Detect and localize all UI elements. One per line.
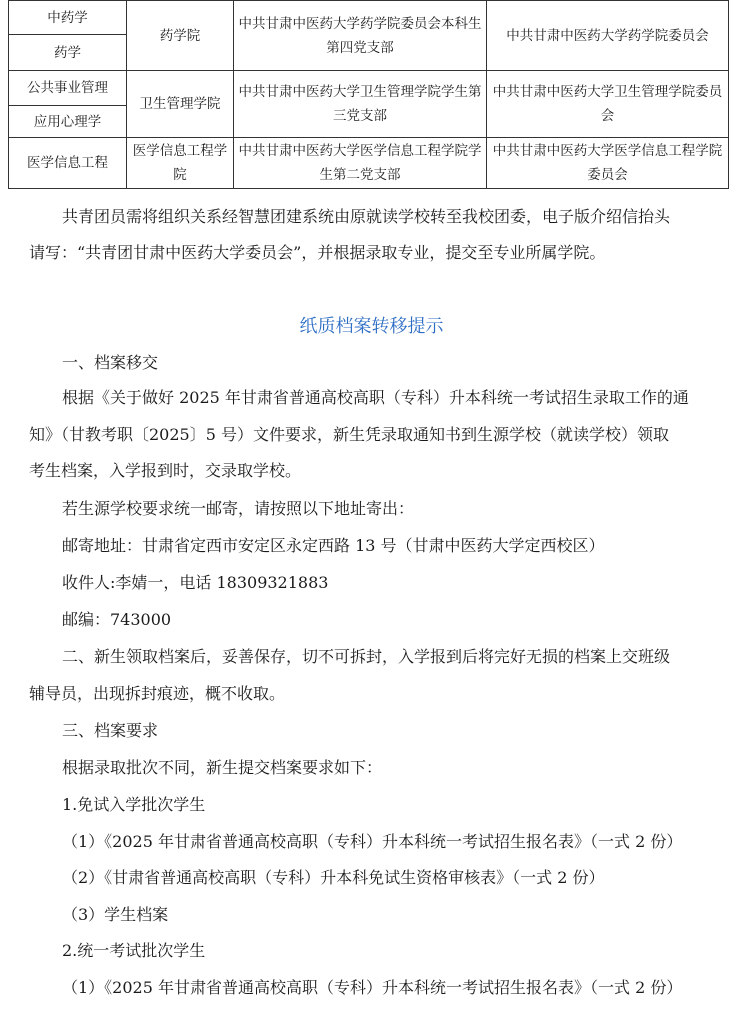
major-cell: 医学信息工程 [9, 138, 127, 189]
paragraph-line: 辅导员，出现拆封痕迹，概不收取。 [29, 684, 286, 703]
heading-archive-transfer: 一、档案移交 [62, 353, 159, 372]
postcode-line: 邮编：743000 [62, 610, 172, 629]
committee-cell: 中共甘肃中医药大学医学信息工程学院委员会 [487, 138, 729, 189]
paragraph-line: 若生源学校要求统一邮寄，请按照以下地址寄出： [62, 499, 415, 518]
paragraph-line: 二、新生领取档案后，妥善保存，切不可拆封，入学报到后将完好无损的档案上交班级 [62, 647, 671, 666]
major-cell: 中药学 [9, 1, 127, 35]
major-cell: 公共事业管理 [9, 71, 127, 106]
list-item: （3）学生档案 [62, 905, 169, 924]
branch-cell: 中共甘肃中医药大学医学信息工程学院学生第二党支部 [234, 138, 487, 189]
list-heading: 1.免试入学批次学生 [62, 795, 206, 814]
branch-cell: 中共甘肃中医药大学卫生管理学院学生第三党支部 [234, 71, 487, 138]
cyl-note-line: 共青团员需将组织关系经智慧团建系统由原就读学校转至我校团委，电子版介绍信抬头 [62, 207, 671, 226]
mailing-address: 邮寄地址：甘肃省定西市安定区永定西路 13 号（甘肃中医药大学定西校区） [62, 536, 605, 555]
table-row [9, 138, 729, 189]
paragraph-line: 根据录取批次不同，新生提交档案要求如下： [62, 758, 383, 777]
list-heading: 2.统一考试批次学生 [62, 941, 206, 960]
section-title: 纸质档案转移提示 [299, 316, 444, 337]
major-cell: 药学 [9, 35, 127, 71]
list-item: （1）《2025 年甘肃省普通高校高职（专科）升本科统一考试招生报名表》（一式 2 份） [62, 832, 683, 851]
cyl-note-line: 请写：“共青团甘肃中医药大学委员会”，并根据录取专业，提交至专业所属学院。 [29, 243, 606, 262]
committee-cell: 中共甘肃中医药大学卫生管理学院委员会 [487, 71, 729, 138]
branch-cell: 中共甘肃中医药大学药学院委员会本科生第四党支部 [234, 1, 487, 71]
paragraph-line: 根据《关于做好 2025 年甘肃省普通高校高职（专科）升本科统一考试招生录取工作的通 [62, 388, 689, 407]
college-cell: 卫生管理学院 [127, 71, 234, 138]
table-row [9, 71, 729, 106]
recipient-line: 收件人:李婧一，电话 18309321883 [62, 573, 329, 592]
table-row [9, 1, 729, 35]
paragraph-line: 知》（甘教考职〔2025〕5 号）文件要求，新生凭录取通知书到生源学校（就读学校）领取 [29, 425, 669, 444]
party-branch-table [8, 0, 729, 189]
college-cell: 医学信息工程学院 [127, 138, 234, 189]
list-item: （1）《2025 年甘肃省普通高校高职（专科）升本科统一考试招生报名表》（一式 2 份） [62, 978, 683, 997]
committee-cell: 中共甘肃中医药大学药学院委员会 [487, 1, 729, 71]
college-cell: 药学院 [127, 1, 234, 71]
list-item: （2）《甘肃省普通高校高职（专科）升本科免试生资格审核表》（一式 2 份） [62, 868, 605, 887]
major-cell: 应用心理学 [9, 106, 127, 138]
heading-archive-requirements: 三、档案要求 [62, 721, 159, 740]
paragraph-line: 考生档案，入学报到时，交录取学校。 [29, 461, 302, 480]
